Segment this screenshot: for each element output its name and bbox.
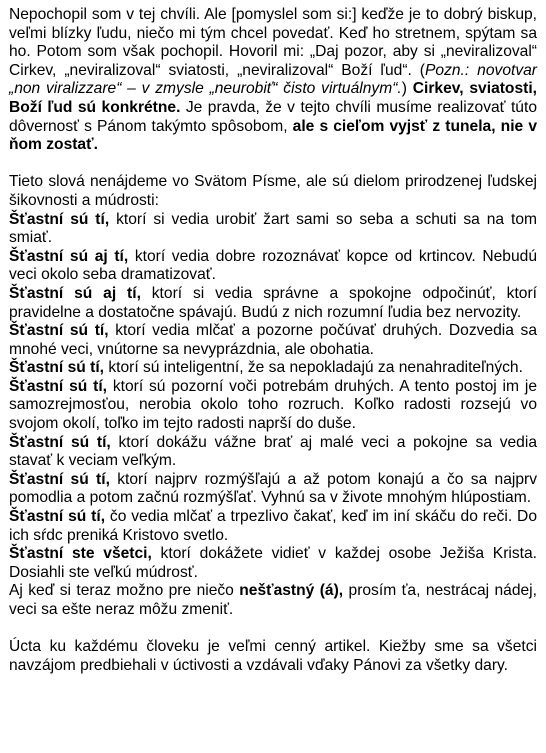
beatitude-text: ktorí vedia dobre rozoznávať kopce od krtincov. Nebudú veci okolo seba dramatizovať. xyxy=(9,247,537,284)
beatitude-bold: Šťastní sú tí, xyxy=(9,322,109,340)
document-page xyxy=(9,6,537,675)
paragraph-gap xyxy=(9,620,537,639)
intro-text-3: Je pravda, že v tejto chvíli musíme realizovať túto dôvernosť s Pánom takýmto spôsobom, xyxy=(9,98,537,135)
beatitude-text: ktorí dokážu vážne brať aj malé veci a pokojne sa vedia stavať k veciam veľkým. xyxy=(9,433,537,470)
beatitude-bold: Šťastní sú tí, xyxy=(9,470,110,488)
beatitude-bold: Šťastní ste všetci, xyxy=(9,545,152,563)
intro-text-1: Nepochopil som v tej chvíli. Ale [pomyslel som si:] keďže je to dobrý biskup, veľmi blízky ľudu, niečo mi tým chcel povedať. Keď ho stretnem, spýtam sa ho. Potom som však pochopil. Hovoril mi: „Daj pozor, aby si „neviralizoval“ Cirkev, „neviralizoval“ sviatosti, „neviralizoval“ Boží ľud“. ( xyxy=(9,6,537,79)
intro-text-2: ) xyxy=(401,80,413,98)
intro-paragraph xyxy=(9,6,537,155)
beatitude-text: ktorí sú inteligentní, že sa nepokladajú za nenahraditeľných. xyxy=(104,359,523,377)
beatitude-bold: Šťastní sú aj tí, xyxy=(9,284,141,302)
unhappy-bold: nešťastný (á), xyxy=(239,582,344,600)
beatitude-text: ktorí dokážete vidieť v každej osobe Ježiša Krista. Dosiahli ste veľkú múdrosť. xyxy=(9,545,537,581)
beatitude-bold: Šťastní sú aj tí, xyxy=(9,247,129,265)
beatitude-text: ktorí si vedia správne a spokojne odpočinúť, ktorí pravidelne a dostatočne spávajú. Budú z nich rozumní ľudia bez nervozity. xyxy=(9,284,537,321)
closing-paragraph: Úcta ku každému človeku je veľmi cenný artikel. Kiežby sme sa všetci navzájom predbiehali v úctivosti a vzdávali vďaky Pánovi za všetky dary. xyxy=(9,638,537,674)
beatitude-bold: Šťastní sú tí, xyxy=(9,377,107,395)
beatitude-item xyxy=(9,434,537,471)
beatitude-item xyxy=(9,285,537,322)
beatitude-text: ktorí si vedia urobiť žart sami so seba a schuti sa na tom smiať. xyxy=(9,210,537,247)
beatitude-text: ktorí sú pozorní voči potrebám druhých. A tento postoj im je samozrejmosťou, nerobia okolo toho rozruch. Koľko radosti rozsejú vo svojom okolí, toľko im tejto radosti naprší do duše. xyxy=(9,377,537,433)
intro-bold-1: Cirkev, sviatosti, Boží ľud sú konkrétne. xyxy=(9,80,537,116)
beatitude-bold: Šťastní sú tí, xyxy=(9,210,110,228)
unhappy-text-1: Aj keď si teraz možno pre niečo xyxy=(9,582,240,600)
beatitude-item xyxy=(9,211,537,248)
beatitude-bold: Šťastní sú tí, xyxy=(9,433,111,451)
paragraph-gap xyxy=(9,155,537,174)
beatitude-item xyxy=(9,471,537,508)
beatitude-item xyxy=(9,508,537,545)
translator-note: Pozn.: novotvar „non viralizzare“ – v zmysle „neurobiť“ čisto virtuálnym“. xyxy=(9,61,537,98)
intro-bold-2: ale s cieľom vyjsť z tunela, nie v ňom zostať. xyxy=(9,117,537,154)
unhappy-text-2: prosím ťa, nestrácaj nádej, veci sa ešte neraz môžu zmeniť. xyxy=(9,582,537,618)
beatitude-item xyxy=(9,248,537,285)
beatitude-text: ktorí najprv rozmýšľajú a až potom konajú a čo sa najprv pomodlia a potom začnú rozmýšľať. Vyhnú sa v živote mnohým hlúpostiam. xyxy=(9,470,537,507)
beatitude-item xyxy=(9,545,537,582)
beatitude-bold: Šťastní sú tí, xyxy=(9,359,104,377)
beatitude-item xyxy=(9,322,537,359)
unhappy-paragraph xyxy=(9,582,537,619)
beatitude-bold: Šťastní sú tí, xyxy=(9,508,106,526)
beatitude-text: čo vedia mlčať a trpezlivo čakať, keď im iní skáču do reči. Do ich sŕdc preniká Kristovo svetlo. xyxy=(9,508,537,544)
beatitude-text: ktorí vedia mlčať a pozorne počúvať druhých. Dozvedia sa mnohé veci, vnútorne sa nevyprázdnia, ale obohatia. xyxy=(9,322,537,358)
lead-paragraph: Tieto slová nenájdeme vo Svätom Písme, ale sú dielom prirodzenej ľudskej šikovnosti a múdrosti: xyxy=(9,173,537,209)
beatitude-item xyxy=(9,378,537,434)
beatitude-item xyxy=(9,359,537,378)
